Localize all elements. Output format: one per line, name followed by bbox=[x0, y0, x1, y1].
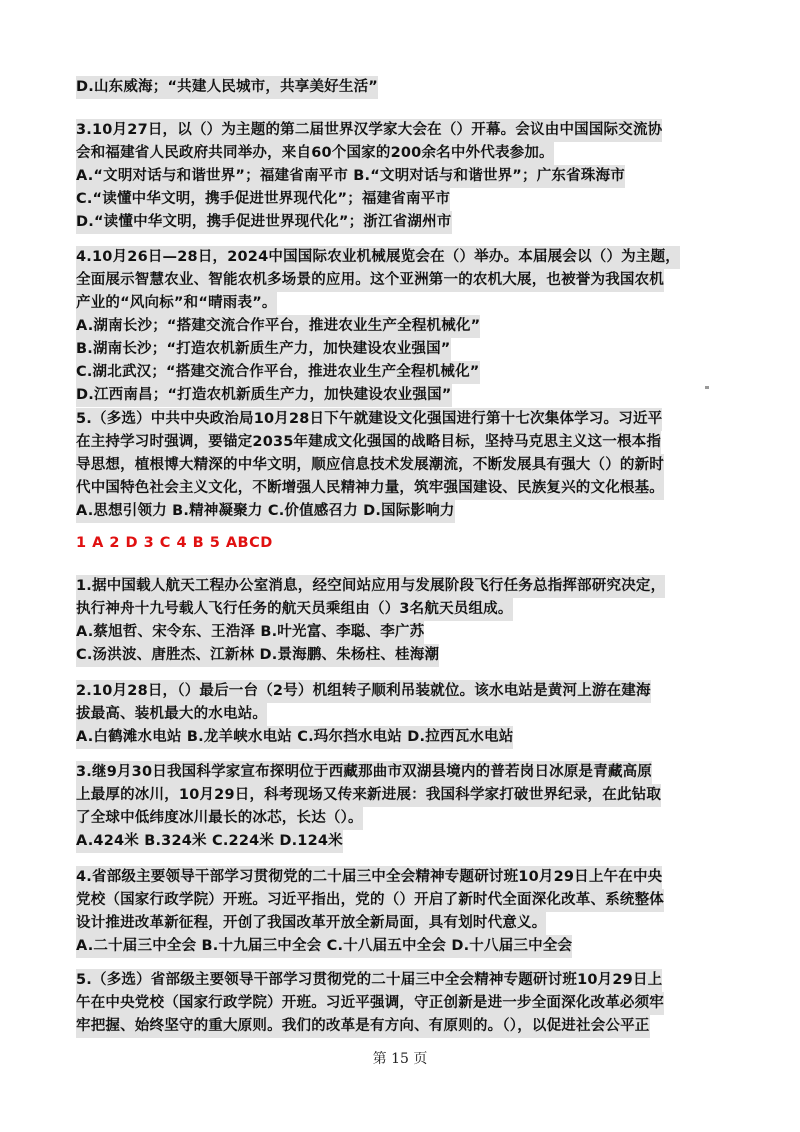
option-line: D.山东威海；“共建人民城市，共享美好生活” bbox=[76, 76, 378, 99]
question-3-block bbox=[76, 119, 726, 234]
question-stem-line: 5.（多选）省部级主要领导干部学习贯彻党的二十届三中全会精神专题研讨班10月29日上 bbox=[76, 969, 662, 992]
option-line: A.二十届三中全会 B.十九届三中全会 C.十八届五中全会 D.十八届三中全会 bbox=[76, 935, 572, 958]
option-line: C.“读懂中华文明，携手促进世界现代化”；福建省南平市 bbox=[76, 188, 450, 211]
new-question-2-block bbox=[76, 680, 726, 749]
question-stem-line: 党校（国家行政学院）开班。习近平指出，党的（）开启了新时代全面深化改革、系统整体 bbox=[76, 889, 664, 912]
question-stem-line: 牢把握、始终坚守的重大原则。我们的改革是有方向、有原则的。（），以促进社会公平正 bbox=[76, 1015, 650, 1038]
question-stem-line: 2.10月28日，（）最后一台（2号）机组转子顺利吊装就位。该水电站是黄河上游在建海 bbox=[76, 680, 651, 703]
question-stem-line: 4.10月26日—28日，2024中国国际农业机械展览会在（）举办。本届展会以（）为主题， bbox=[76, 246, 680, 269]
question-stem-line: 3.10月27日，以（）为主题的第二届世界汉学家大会在（）开幕。会议由中国国际交流协 bbox=[76, 119, 662, 142]
question-stem-line: 4.省部级主要领导干部学习贯彻党的二十届三中全会精神专题研讨班10月29日上午在中央 bbox=[76, 866, 662, 889]
page-number: 第 15 页 bbox=[372, 1051, 428, 1067]
option-line: A.湖南长沙；“搭建交流合作平台，推进农业生产全程机械化” bbox=[76, 315, 480, 338]
question-stem-line: 产业的“风向标”和“晴雨表”。 bbox=[76, 292, 277, 315]
new-question-4-block bbox=[76, 866, 726, 958]
question-stem-line: 拔最高、装机最大的水电站。 bbox=[76, 703, 267, 726]
question-4-block bbox=[76, 246, 726, 407]
question-stem-line: 上最厚的冰川，10月29日，科考现场又传来新进展：我国科学家打破世界纪录，在此钻取 bbox=[76, 784, 661, 807]
new-question-5-block bbox=[76, 969, 726, 1038]
option-line: C.湖北武汉；“搭建交流合作平台，推进农业生产全程机械化” bbox=[76, 361, 480, 384]
question-stem-line: 1.据中国载人航天工程办公室消息，经空间站应用与发展阶段飞行任务总指挥部研究决定， bbox=[76, 575, 665, 598]
question-stem-line: 了全球中低纬度冰川最长的冰芯，长达（）。 bbox=[76, 807, 363, 830]
question-stem-line: 全面展示智慧农业、智能农机多场景的应用。这个亚洲第一的农机大展，也被誉为我国农机 bbox=[76, 269, 664, 292]
question-stem-line: 3.继9月30日我国科学家宣布探明位于西藏那曲市双湖县境内的普若岗日冰原是青藏高原 bbox=[76, 761, 652, 784]
question-stem-line: 5.（多选）中共中央政治局10月28日下午就建设文化强国进行第十七次集体学习。习近平 bbox=[76, 408, 662, 431]
question-stem-line: 设计推进改革新征程，开创了我国改革开放全新局面，具有划时代意义。 bbox=[76, 912, 546, 935]
option-line: C.汤洪波、唐胜杰、江新林 D.景海鹏、朱杨柱、桂海潮 bbox=[76, 644, 439, 667]
option-line: A.“文明对话与和谐世界”；福建省南平市 B.“文明对话与和谐世界”；广东省珠海市 bbox=[76, 165, 625, 188]
option-line: D.“读懂中华文明，携手促进世界现代化”；浙江省湖州市 bbox=[76, 211, 452, 234]
option-line: A.蔡旭哲、宋令东、王浩泽 B.叶光富、李聪、李广苏 bbox=[76, 621, 424, 644]
option-line: D.江西南昌；“打造农机新质生产力，加快建设农业强国” bbox=[76, 384, 452, 407]
option-line: A.424米 B.324米 C.224米 D.124米 bbox=[76, 830, 343, 853]
question-stem-line: 导思想，植根博大精深的中华文明，顺应信息技术发展潮流，不断发展具有强大（）的新时 bbox=[76, 454, 664, 477]
option-line: A.白鹤滩水电站 B.龙羊峡水电站 C.玛尔挡水电站 D.拉西瓦水电站 bbox=[76, 726, 513, 749]
small-mark bbox=[705, 386, 709, 389]
question-stem-line: 在主持学习时强调，要锚定2035年建成文化强国的战略目标，坚持马克思主义这一根本指 bbox=[76, 431, 661, 454]
option-line: A.思想引领力 B.精神凝聚力 C.价值感召力 D.国际影响力 bbox=[76, 500, 455, 523]
new-question-3-block bbox=[76, 761, 726, 853]
prev-question-option-d bbox=[76, 76, 726, 99]
question-stem-line: 午在中央党校（国家行政学院）开班。习近平强调，守正创新是进一步全面深化改革必须牢 bbox=[76, 992, 664, 1015]
option-line: B.湖南长沙；“打造农机新质生产力，加快建设农业强国” bbox=[76, 338, 451, 361]
question-5-block bbox=[76, 408, 726, 523]
answer-key: 1 A 2 D 3 C 4 B 5 ABCD bbox=[76, 535, 273, 551]
new-question-1-block bbox=[76, 575, 726, 667]
question-stem-line: 会和福建省人民政府共同举办，来自60个国家的200余名中外代表参加。 bbox=[76, 142, 554, 165]
question-stem-line: 执行神舟十九号载人飞行任务的航天员乘组由（）3名航天员组成。 bbox=[76, 598, 513, 621]
question-stem-line: 代中国特色社会主义文化，不断增强人民精神力量，筑牢强国建设、民族复兴的文化根基。 bbox=[76, 477, 664, 500]
